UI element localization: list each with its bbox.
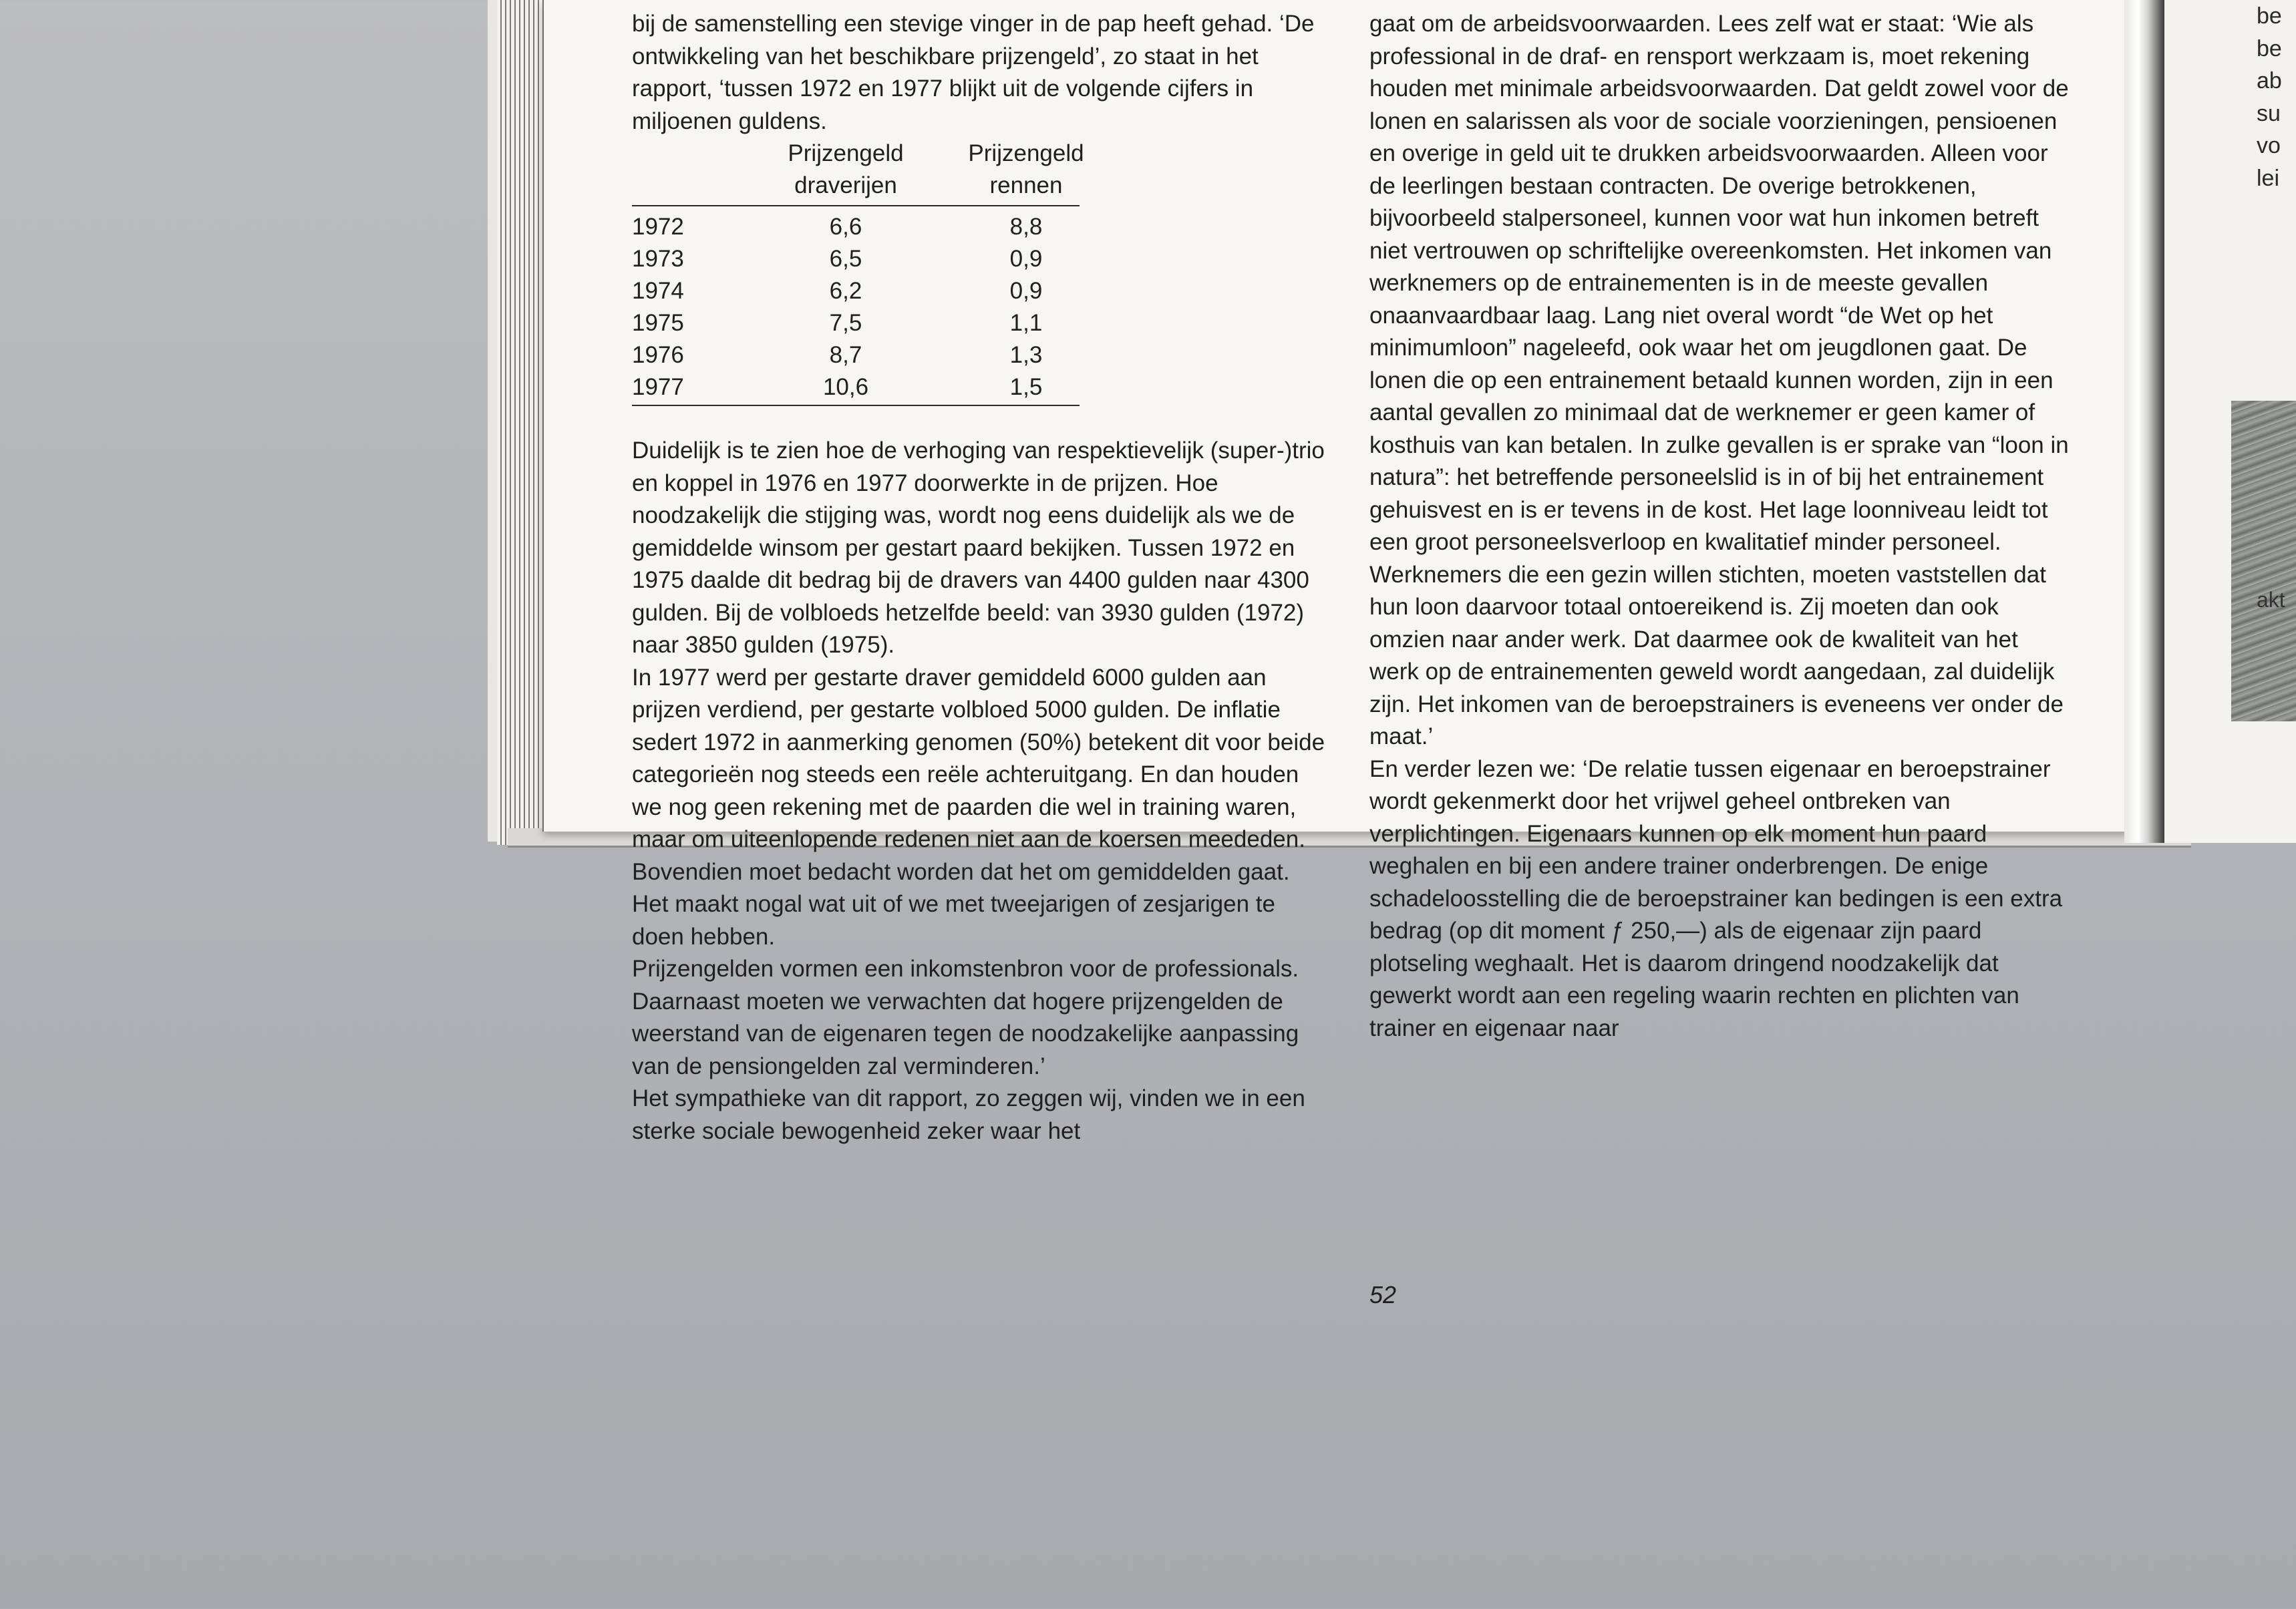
row-draverijen: 8,7 [829,342,862,368]
prize-money-table [632,138,1327,435]
right-column [1369,8,2071,1045]
row-rennen: 1,1 [1009,310,1043,336]
left-para-1: bij de samenstelling een stevige vinger in de pap heeft gehad. ‘De ontwikkeling van het beschikbare prijzengeld’, zo staat in het rapport, ‘tussen 1972 en 1977 blijkt uit de volgende cijfers in miljoenen guldens. [632,11,1315,134]
next-page-text-fragments: be be ab su vo lei [2257,3,2282,191]
row-year: 1973 [632,246,684,272]
row-draverijen: 7,5 [829,310,862,336]
header-draverijen-line2: draverijen [794,172,897,198]
row-draverijen: 6,5 [829,246,862,272]
left-para-5: Het sympathieke van dit rapport, zo zeggen wij, vinden we in een sterke sociale bewogenheid zeker waar het [632,1085,1305,1144]
left-para-2: Duidelijk is te zien hoe de verhoging van respektievelijk (super-)trio en koppel in 1976 en 1977 doorwerkte in de prijzen. Hoe noodzakelijk die stijging was, wordt nog eens duidelijk als we de gemiddelde winsom per gestart paard bekijken. Tussen 1972 en 1975 daalde dit bedrag bij de dravers van 4400 gulden naar 4300 gulden. Bij de volbloeds hetzelfde beeld: van 3930 gulden (1972) naar 3850 gulden (1975). [632,437,1325,658]
page-number: 52 [1369,1281,1397,1308]
row-rennen: 0,9 [1009,246,1043,272]
left-para-3: In 1977 werd per gestarte draver gemiddeld 6000 gulden aan prijzen verdiend, per gestarte volbloed 5000 gulden. De inflatie sedert 1972 in aanmerking genomen (50%) betekent dit voor beide categorieën nog steeds een reële achteruitgang. En dan houden we nog geen rekening met de paarden die wel in training waren, maar om uiteenlopende redenen niet aan de koersen meededen. Bovendien moet bedacht worden dat het om gemiddelden gaat. Het maakt nogal wat uit of we met tweejarigen of zesjarigen te doen hebben. [632,664,1325,950]
row-year: 1972 [632,214,684,240]
row-year: 1977 [632,374,684,400]
page-edges [497,0,544,845]
header-rennen-line1: Prijzengeld [968,140,1084,166]
row-year: 1974 [632,278,684,304]
row-rennen: 8,8 [1009,214,1043,240]
table-bottom-rule [632,405,1080,406]
row-draverijen: 6,2 [829,278,862,304]
right-para-1: gaat om de arbeidsvoorwaarden. Lees zelf wat er staat: ‘Wie als professional in de draf- en rensport werkzaam is, moet rekening houden met minimale arbeidsvoorwaarden. Dat geldt zowel voor de lonen en salarissen als voor de sociale voorzieningen, pensioenen en overige in geld uit te drukken arbeidsvoorwaarden. Alleen voor de leerlingen bestaan contracten. De overige betrokkenen, bijvoorbeeld stalpersoneel, kunnen voor wat hun inkomen betreft niet vertrouwen op schriftelijke overeenkomsten. Het inkomen van werknemers op de entrainementen is in de meeste gevallen onaanvaardbaar laag. Lang niet overal wordt “de Wet op het minimumloon” nageleefd, ook waar het om jeugdlonen gaat. De lonen die op een entrainement betaald kunnen worden, zijn in een aantal gevallen zo minimaal dat de werknemer er geen kamer of kosthuis van kan betalen. In zulke gevallen is er sprake van “loon in natura”: het betreffende personeelslid is in of bij het entrainement gehuisvest en is er tevens in de kost. Het lage loonniveau leidt tot een groot personeelsverloop en kwalitatief minder personeel. Werknemers die een gezin willen stichten, moeten vaststellen dat hun loon daarvoor totaal ontoereikend is. Zij moeten dan ook omzien naar ander werk. Dat daarmee ook de kwaliteit van het werk op de entrainementen geweld wordt aangedaan, zal duidelijk zijn. Het inkomen van de beroepstrainers is eveneens ver onder de maat.’ [1369,11,2069,749]
row-rennen: 1,5 [1009,374,1043,400]
header-draverijen-line1: Prijzengeld [788,140,904,166]
left-para-4: Prijzengelden vormen een inkomstenbron voor de professionals. Daarnaast moeten we verwachten dat hogere prijzengelden de weerstand van de eigenaren tegen de noodzakelijke aanpassing van de pensiongelden zal verminderen.’ [632,956,1299,1079]
row-draverijen: 10,6 [822,374,869,400]
right-para-2: En verder lezen we: ‘De relatie tussen eigenaar en beroepstrainer wordt gekenmerkt door het vrijwel geheel ontbreken van verplichtingen. Eigenaars kunnen op elk moment hun paard weghalen en bij een andere trainer onderbrengen. De enige schadeloosstelling die de beroepstrainer kan bedingen is een extra bedrag (op dit moment ƒ 250,—) als de eigenaar zijn paard plotseling weghaalt. Het is daarom dringend noodzakelijk dat gewerkt wordt aan een regeling waarin rechten en plichten van trainer en eigenaar naar [1369,755,2063,1041]
next-page-photo [2231,401,2296,721]
left-column [632,8,1327,1147]
header-rennen-line2: rennen [989,172,1063,198]
row-rennen: 0,9 [1009,278,1043,304]
row-year: 1976 [632,342,684,368]
book-gutter [2124,0,2164,843]
row-draverijen: 6,6 [829,214,862,240]
row-rennen: 1,3 [1009,342,1043,368]
next-page-label: akt [2257,588,2285,612]
row-year: 1975 [632,310,684,336]
table-header-rule [632,205,1080,206]
